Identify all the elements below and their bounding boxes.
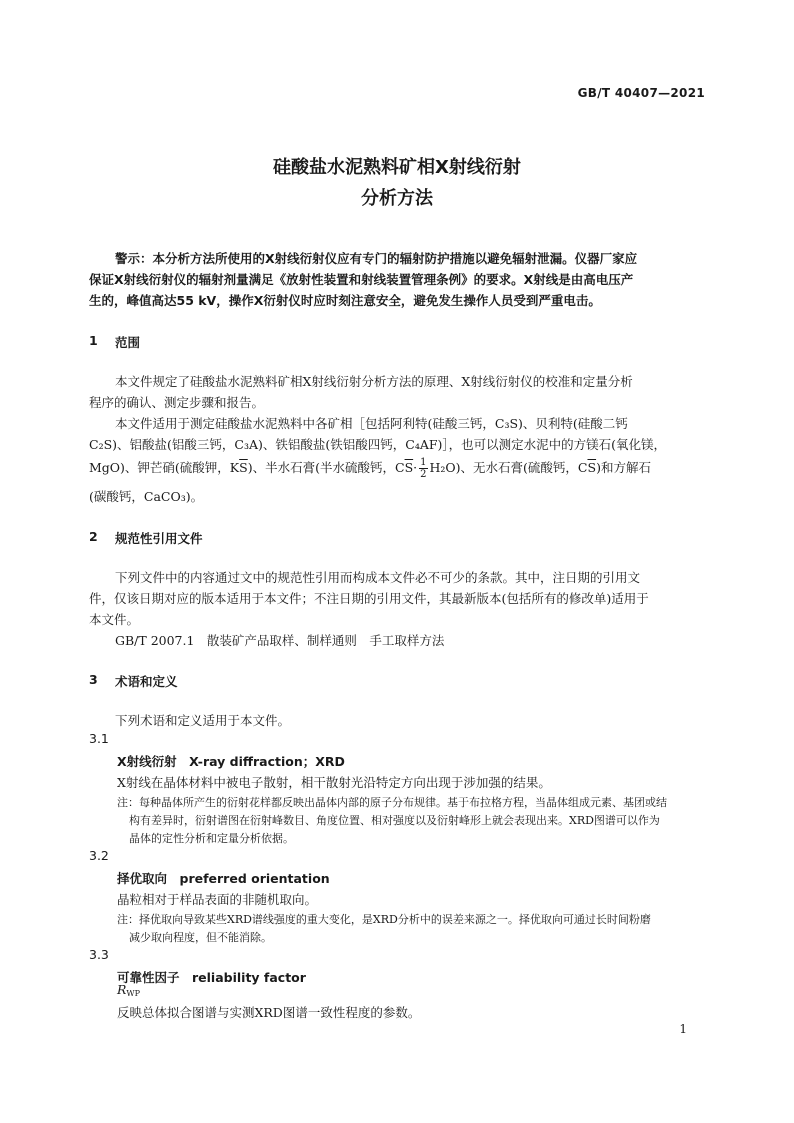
term-3-3-definition: 反映总体拟合图谱与实测XRD图谱一致性程度的参数。 — [117, 1005, 421, 1020]
scope-para1-line2: 程序的确认、测定步骤和报告。 — [89, 395, 265, 410]
scope-para1-line1: 本文件规定了硅酸盐水泥熟料矿相X射线衍射分析方法的原理、X射线衍射仪的校准和定量分析 — [115, 374, 633, 389]
warning-line2: 保证X射线衍射仪的辐射剂量满足《放射性装置和射线装置管理条例》的要求。X射线是由高电压产 — [89, 272, 634, 287]
document-title-line2: 分析方法 — [361, 188, 433, 209]
term-3-1-note-line1: 注：每种晶体所产生的衍射花样都反映出晶体内部的原子分布规律。基于布拉格方程，当晶体组成元素、基团或结 — [117, 796, 667, 809]
section-1-title: 范围 — [115, 335, 141, 350]
section-2-number: 2 — [89, 529, 98, 544]
normative-para-line2: 件，仅该日期对应的版本适用于本文件；不注日期的引用文件，其最新版本(包括所有的修改单)适用于 — [89, 591, 649, 606]
page-number: 1 — [679, 1022, 687, 1036]
term-3-1-name: X射线衍射 X-ray diffraction；XRD — [117, 754, 345, 769]
standard-code: GB/T 40407—2021 — [577, 86, 705, 100]
scope-para2-line1: 本文件适用于测定硅酸盐水泥熟料中各矿相［包括阿利特(硅酸三钙，C₃S)、贝利特(硅酸二钙 — [115, 416, 628, 431]
warning-line1: 警示：本分析方法所使用的X射线衍射仪应有专门的辐射防护措施以避免辐射泄漏。仪器厂家应 — [115, 251, 638, 266]
section-1-number: 1 — [89, 333, 98, 348]
term-3-1-note-line3: 晶体的定性分析和定量分析依据。 — [129, 832, 294, 845]
scope-para2-line2: C₂S)、铝酸盐(铝酸三钙，C₃A)、铁铝酸盐(铁铝酸四钙，C₄AF)］，也可以测定水泥中的方镁石(氧化镁， — [89, 437, 667, 452]
half-fraction: $\frac{1}{2}$ — [420, 457, 427, 480]
term-3-3-name: 可靠性因子 reliability factor — [117, 970, 306, 985]
scope-para2-line4: (碳酸钙，CaCO₃)。 — [89, 489, 204, 504]
scope-para2-line3: MgO)、钾芒硝(硫酸钾，$K\overline{S}$)、半水石膏(半水硫酸钙，$C\overline{S}\cdot$ $\frac{1}{2}$ H₂O)、无水石膏(硫酸钙，$C\overline{S}$)和方解石 — [89, 457, 651, 480]
section-3-number: 3 — [89, 672, 98, 687]
term-3-3-symbol: $R_{WP}$ — [117, 982, 141, 998]
term-3-1-number: 3.1 — [89, 731, 109, 746]
term-3-1-definition: X射线在晶体材料中被电子散射，相干散射光沿特定方向出现于涉加强的结果。 — [117, 775, 551, 790]
term-3-1-note-line2: 构有差异时，衍射谱图在衍射峰数目、角度位置、相对强度以及衍射峰形上就会表现出来。XRD图谱可以作为 — [129, 814, 660, 827]
term-3-2-name: 择优取向 preferred orientation — [117, 871, 330, 886]
term-3-2-number: 3.2 — [89, 848, 109, 863]
terms-intro: 下列术语和定义适用于本文件。 — [115, 713, 291, 728]
term-3-2-note-line2: 减少取向程度，但不能消除。 — [129, 931, 272, 944]
term-3-3-number: 3.3 — [89, 947, 109, 962]
section-2-title: 规范性引用文件 — [115, 531, 203, 546]
document-title-line1: 硅酸盐水泥熟料矿相X射线衍射 — [273, 157, 521, 178]
normative-reference-1: GB/T 2007.1 散装矿产品取样、制样通则 手工取样方法 — [115, 633, 445, 648]
warning-line3: 生的，峰值高达55 kV，操作X衍射仪时应时刻注意安全，避免发生操作人员受到严重电击。 — [89, 293, 601, 308]
term-3-2-note-line1: 注：择优取向导致某些XRD谱线强度的重大变化，是XRD分析中的误差来源之一。择优取向可通过长时间粉磨 — [117, 913, 651, 926]
normative-para-line3: 本文件。 — [89, 612, 140, 627]
normative-para-line1: 下列文件中的内容通过文中的规范性引用而构成本文件必不可少的条款。其中，注日期的引用文 — [115, 570, 641, 585]
section-3-title: 术语和定义 — [115, 674, 178, 689]
term-3-2-definition: 晶粒相对于样品表面的非随机取向。 — [117, 892, 318, 907]
